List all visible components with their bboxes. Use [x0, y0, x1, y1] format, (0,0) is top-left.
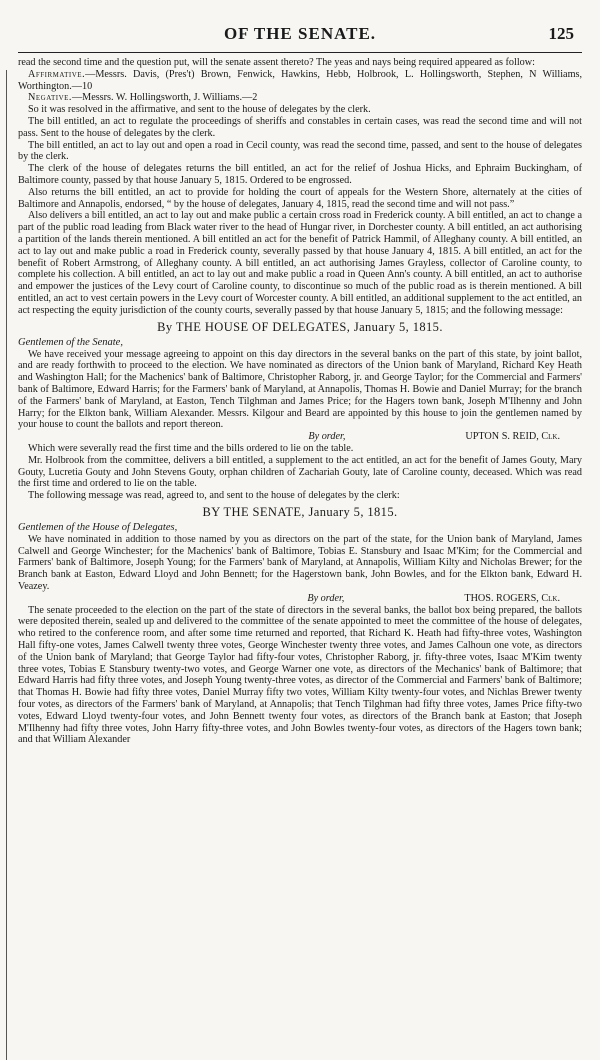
page-number: 125 — [548, 24, 574, 43]
running-head: OF THE SENATE. — [223, 24, 377, 43]
paragraph: Which were severally read the first time and the bills ordered to lie on the table. — [28, 442, 354, 454]
signoff — [18, 431, 582, 443]
affirmative-label: Affirmative. — [28, 68, 86, 80]
negative-vote — [18, 92, 582, 104]
paragraph: We have received your message agreeing to appoint on this day directors in the several banks on the part of this state, by joint ballot, and are ready forthwith to proceed to the election. We have nominated as directors of the Union bank of Maryland, Richard Key Heath and Washington Hall; for the Machenics' bank of Baltimore, Christopher Raborg, jr. and George Taylor; for the Commercial and Farmers' bank of Baltimore, Edward Harris; for the Farmers' bank of Maryland, at Annapolis, Thomas H. Bowie and Daniel Murray; for the branch of the Farmers' bank of Maryland, at Easton, Tench Tilghman and James Price; for the Hagers town bank, Joseph M'Ilhenny and John Harry; for the Elkton bank, William Alexander. Messrs. Kilgour and Beard are appointed by this house to join the gentlemen named by your house to count the ballots and report thereon. — [18, 348, 582, 431]
page-header — [18, 18, 582, 53]
paragraph: Also delivers a bill entitled, an act to lay out and make public a certain cross road in Frederick county. A bill entitled, an act to change a part of the public road leading from Black water river to the head of Hungar river, in Dorchester county. A bill entitled, an act authorising a partition of the lands therein mentioned. A bill entitled an act for the benefit of Patrick Hammil, of Alleghany county. A bill entitled, an act to lay out and make public a road in Frederick county, severally passed by that house January 4, 1815. A bill entitled, an act for the benefit of Robert Armstrong, of Alleghany county. A bill entitled, an act authorising James Grayless, collector of Caroline county, to complete his collection. A bill entitled, an act to lay out and make public a road in Queen Ann's county. A bill entitled, an act to authorise and empower the justices of the Levy court of Caroline county, to discontinue so much of the public road as is therein mentioned. A bill entitled, an act to vest certain powers in the Levy court of Worcester county. A bill entitled, an additional supplement to the act entitled, an act respecting the equity jurisdiction of the county courts, severally passed by that house January 5, 1815; and the following message: — [18, 210, 582, 316]
signoff-name: UPTON S. REID, Clk. — [465, 431, 560, 443]
section-heading: By THE HOUSE OF DELEGATES, January 5, 1815. — [157, 319, 443, 334]
paragraph: The bill entitled, an act to lay out and open a road in Cecil county, was read the second time, passed, and sent to the house of delegates by the clerk. — [18, 139, 582, 163]
paragraph: We have nominated in addition to those named by you as directors on the part of the state, for the Union bank of Maryland, James Calwell and George Winchester; for the Machenics' bank of Baltimore, Tobias E. Stansbury and Isaac M'Kim; for the Commercial and Farmers' bank of Baltimore, Joseph Young; for the Farmers' bank of Maryland, at Annapolis, William Kilty and Nicholas Brewer; for the Branch bank at Easton, Edward Lloyd and John Bennett; for the Hagerstown bank, John Bowles, and for the Elkton bank, Edward H. Veazey. — [18, 533, 582, 593]
paragraph: Also returns the bill entitled, an act to provide for holding the court of appeals for the Western Shore, alternately at the cities of Baltimore and Annapolis, endorsed, “ by the house of delegates, January 4, 1815, read the second time and will not pass.” — [18, 186, 582, 210]
section-heading: BY THE SENATE, January 5, 1815. — [202, 504, 398, 519]
paragraph: Mr. Holbrook from the committee, delivers a bill entitled, a supplement to the act entitled, an act for the benefit of James Gouty, Mary Gouty, Lucretia Gouty and John Stevens Gouty, orphan children of Zachariah Gouty, late of Caroline county, deceased. Which was read the first time and ordered to lie on the table. — [18, 454, 582, 490]
page-edge-rule — [6, 70, 7, 1060]
negative-label: Negative. — [28, 92, 72, 104]
paragraph: The following message was read, agreed to, and sent to the house of delegates by the clerk: — [28, 490, 400, 502]
affirmative-text: —Messrs. Davis, (Pres't) Brown, Fenwick, Hawkins, Hebb, Holbrook, L. Hollingsworth, Stephen, N Williams, Worthington.—10 — [18, 68, 582, 92]
paragraph: So it was resolved in the affirmative, and sent to the house of delegates by the clerk. — [28, 104, 371, 116]
signoff-by: By order, — [307, 592, 345, 604]
salutation: Gentlemen of the House of Delegates, — [18, 521, 178, 533]
paragraph: The bill entitled, an act to regulate the proceedings of sheriffs and constables in certain cases, was read the second time and will not pass. Sent to the house of delegates by the clerk. — [18, 115, 582, 139]
salutation: Gentlemen of the Senate, — [18, 336, 123, 348]
paragraph: The senate proceeded to the election on the part of the state of directors in the several banks, the ballot box being prepared, the ballots were deposited therein, sealed up and delivered to the committee of the senate appointed to meet the committee of the house of delegates, who retired to the conference room, and after some time returned and reported, that Richard K. Heath had fifty-three votes, Washington Hall fifty-one votes, James Calwell twenty three votes, George Winchester twenty three votes, and James Calhoun one vote, as directors of the Union bank of Maryland; that George Taylor had fifty-four votes, Christopher Raborg, jr. fifty-three votes, Isaac M'Kim twenty three votes, Tobias E Stansbury twenty-two votes, and George Warner one vote, as directors of the Mechanics' bank of Baltimore; that Edward Harris had fifty three votes, and Joseph Young twenty-three votes, as director of the Commercial and Farmers' bank of Baltimore; that Thomas H. Bowie had fifty three votes, Daniel Murray fifty two votes, William Kilty twenty-four votes, and Nichlas Brewer twenty four votes, as directors of the Farmers' bank of Maryland, at Annapolis; that Tench Tilghman had fifty three votes, James Price fifty-two votes, Edward Lloyd twenty-four votes, and John Bennett twenty four votes, as directors of the Branch bank at Easton; that Joseph M'Ilhenny had fifty three votes, John Harry fifty-three votes, and John Bowles twenty-four votes, as directors of the Hagers town bank; and that William Alexander — [18, 604, 582, 746]
signoff-name: THOS. ROGERS, Clk. — [464, 592, 560, 604]
signoff — [18, 593, 582, 605]
paragraph: read the second time and the question put, will the senate assent thereto? The yeas and nays being required appeared as follow: — [18, 57, 535, 68]
signoff-by: By order, — [308, 431, 346, 443]
negative-text: —Messrs. W. Hollingsworth, J. Williams.—2 — [71, 92, 258, 104]
paragraph: The clerk of the house of delegates returns the bill entitled, an act for the relief of Joshua Hicks, and Ephraim Buckingham, of Baltimore county, passed by that house January 5, 1815. Ordered to be engrossed. — [18, 163, 582, 186]
affirmative-vote — [18, 69, 582, 93]
